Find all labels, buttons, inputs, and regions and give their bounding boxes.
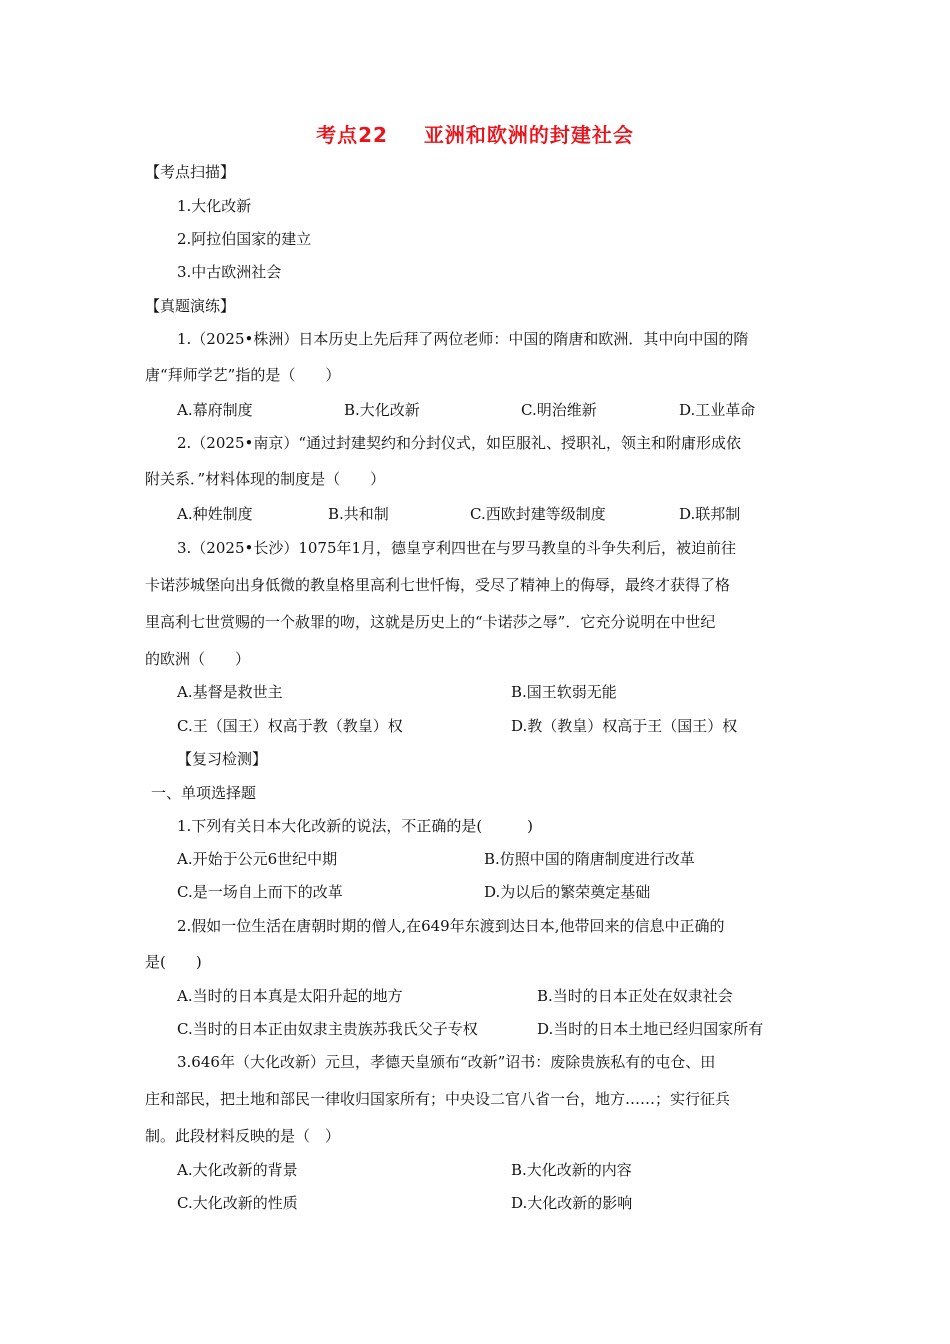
title-prefix: 考点22 [316, 123, 388, 147]
exam-q1-option-d: D.工业革命 [679, 401, 756, 419]
review-q1-option-d: D.为以后的繁荣奠定基础 [484, 883, 651, 901]
scan-heading: 【考点扫描】 [145, 163, 236, 181]
exam-q1-option-a: A.幕府制度 [177, 401, 253, 419]
review-q2-option-b: B.当时的日本正处在奴隶社会 [537, 987, 733, 1005]
exam-q2-option-d: D.联邦制 [679, 505, 741, 523]
review-q3-option-b: B.大化改新的内容 [511, 1161, 632, 1179]
scan-item-1: 1.大化改新 [177, 197, 252, 215]
review-q3-option-c: C.大化改新的性质 [177, 1194, 298, 1212]
review-heading: 【复习检测】 [177, 750, 268, 768]
review-q3-option-a: A.大化改新的背景 [177, 1161, 298, 1179]
review-section-title: 一、单项选择题 [151, 784, 257, 802]
exam-q2-option-b: B.共和制 [328, 505, 389, 523]
review-q2-option-c: C.当时的日本正由奴隶主贵族苏我氏父子专权 [177, 1020, 478, 1038]
scan-item-3: 3.中古欧洲社会 [177, 263, 282, 281]
review-q2-option-a: A.当时的日本真是太阳升起的地方 [177, 987, 403, 1005]
exam-q3-option-d: D.教（教皇）权高于王（国王）权 [511, 717, 738, 735]
review-q1-line1: 1.下列有关日本大化改新的说法，不正确的是( ) [177, 817, 534, 835]
exam-q1-line1: 1.（2025•株洲）日本历史上先后拜了两位老师：中国的隋唐和欧洲．其中向中国的隋 [177, 330, 749, 348]
review-q3-option-d: D.大化改新的影响 [511, 1194, 633, 1212]
review-q1-option-b: B.仿照中国的隋唐制度进行改革 [484, 850, 695, 868]
review-q2-option-d: D.当时的日本土地已经归国家所有 [537, 1020, 764, 1038]
review-q3-line1: 3.646年（大化改新）元旦，孝德天皇颁布“改新”诏书：废除贵族私有的屯仓、田 [177, 1053, 716, 1071]
page-title [0, 120, 950, 150]
title-main: 亚洲和欧洲的封建社会 [423, 123, 634, 147]
exam-q3-line3: 里高利七世赏赐的一个赦罪的吻，这就是历史上的“卡诺莎之辱”．它充分说明在中世纪 [145, 613, 716, 631]
exam-q1-option-c: C.明治维新 [521, 401, 597, 419]
review-q3-line2: 庄和部民，把土地和部民一律收归国家所有；中央设二官八省一台，地方……；实行征兵 [145, 1090, 731, 1108]
exam-q1-option-b: B.大化改新 [344, 401, 420, 419]
exam-q2-option-a: A.种姓制度 [177, 505, 253, 523]
review-q2-line1: 2.假如一位生活在唐朝时期的僧人,在649年东渡到达日本,他带回来的信息中正确的 [177, 917, 725, 935]
review-q2-line2: 是( ) [145, 953, 202, 971]
review-q3-line3: 制。此段材料反映的是（ ） [145, 1127, 341, 1145]
exam-q3-line2: 卡诺莎城堡向出身低微的教皇格里高利七世忏悔，受尽了精神上的侮辱，最终才获得了格 [145, 576, 731, 594]
exam-q3-option-b: B.国王软弱无能 [511, 683, 617, 701]
exam-q3-option-c: C.王（国王）权高于教（教皇）权 [177, 717, 403, 735]
review-q1-option-a: A.开始于公元6世纪中期 [177, 850, 338, 868]
exam-heading: 【真题演练】 [145, 297, 236, 315]
exam-q3-option-a: A.基督是救世主 [177, 683, 283, 701]
review-q1-option-c: C.是一场自上而下的改革 [177, 883, 343, 901]
exam-q2-option-c: C.西欧封建等级制度 [470, 505, 606, 523]
scan-item-2: 2.阿拉伯国家的建立 [177, 230, 312, 248]
exam-q2-line1: 2.（2025•南京）“通过封建契约和分封仪式，如臣服礼、授职礼，领主和附庸形成依 [177, 434, 742, 452]
exam-q3-line4: 的欧洲（ ） [145, 650, 251, 668]
exam-q1-line2: 唐“拜师学艺”指的是（ ） [145, 366, 341, 384]
exam-q2-line2: 附关系．”材料体现的制度是（ ） [145, 470, 386, 488]
exam-q3-line1: 3.（2025•长沙）1075年1月，德皇亨利四世在与罗马教皇的斗争失利后，被迫前往 [177, 539, 737, 557]
